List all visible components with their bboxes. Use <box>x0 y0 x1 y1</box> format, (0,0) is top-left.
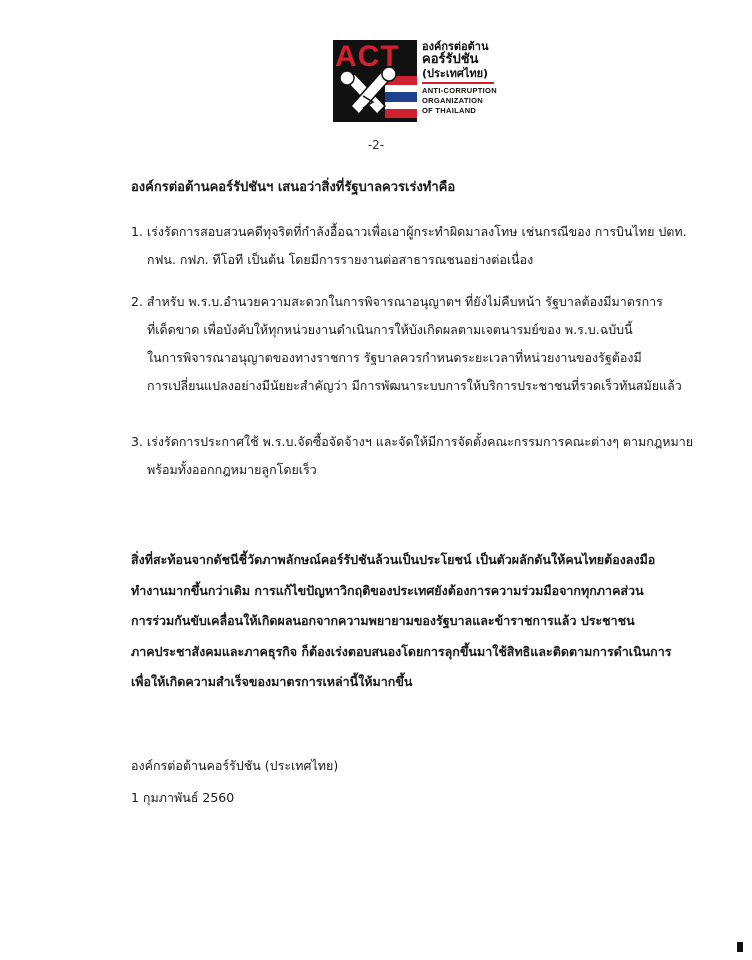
list-item-line: 2. สำหรับ พ.ร.บ.อำนวยความสะดวกในการพิจารณาอนุญาตฯ ที่ยังไม่คืบหน้า รัฐบาลต้องมีมาตรการ <box>131 294 663 309</box>
logo-wordmark <box>422 40 502 116</box>
list-item-line: การเปลี่ยนแปลงอย่างมีนัยยะสำคัญว่า มีการพัฒนาระบบการให้บริการประชาชนที่รวดเร็วทันสมัยแล้ว <box>147 378 682 393</box>
logo-thai-line3: (ประเทศไทย) <box>422 67 489 80</box>
list-item-line: 3. เร่งรัดการประกาศใช้ พ.ร.บ.จัดซื้อจัดจ้างฯ และจัดให้มีการจัดตั้งคณะกรรมการคณะต่างๆ ตามกฎหมาย <box>131 434 694 449</box>
act-logo <box>333 40 497 124</box>
summary-line: เพื่อให้เกิดความสำเร็จของมาตรการเหล่านี้ให้มากขึ้น <box>131 674 413 690</box>
list-item-line: พร้อมทั้งออกกฎหมายลูกโดยเร็ว <box>147 462 317 477</box>
list-item-line: ในการพิจารณาอนุญาตของทางราชการ รัฐบาลควรกำหนดระยะเวลาที่หน่วยงานของรัฐต้องมี <box>147 350 642 365</box>
signature-block <box>131 750 338 814</box>
summary-line: สิ่งที่สะท้อนจากดัชนีชี้วัดภาพลักษณ์คอร์รัปชันล้วนเป็นประโยชน์ เป็นตัวผลักดันให้คนไทยต้องลงมือ <box>131 552 656 567</box>
summary-line: ทำงานมากขึ้นกว่าเดิม การแก้ไขปัญหาวิกฤติของประเทศยังต้องการความร่วมมือจากทุกภาคส่วน <box>131 582 644 598</box>
section-heading: องค์กรต่อต้านคอร์รัปชันฯ เสนอว่าสิ่งที่รัฐบาลควรเร่งทำคือ <box>131 180 456 195</box>
logo-en-line2: ORGANIZATION <box>422 96 483 105</box>
list-item <box>131 428 694 484</box>
act-acronym: ACT <box>335 40 400 73</box>
logo-thai-line2: คอร์รัปชัน <box>422 52 479 67</box>
summary-paragraph <box>131 545 701 698</box>
corner-mark-icon <box>734 940 748 954</box>
logo-thai-line1: องค์กรต่อต้าน <box>422 40 489 53</box>
page-number: -2- <box>367 138 385 152</box>
act-logo-mark <box>333 40 417 122</box>
list-item <box>131 288 691 400</box>
summary-line: การร่วมกันขับเคลื่อนให้เกิดผลนอกจากความพยายามของรัฐบาลและข้าราชการแล้ว ประชาชน <box>131 613 635 629</box>
list-item <box>131 218 691 274</box>
list-item-line: 1. เร่งรัดการสอบสวนคดีทุจริตที่กำลังอื้อฉาวเพื่อเอาผู้กระทำผิดมาลงโทษ เช่นกรณีของ การบินไทย ปตท. <box>131 224 687 239</box>
logo-divider <box>422 82 494 84</box>
logo-en-line3: OF THAILAND <box>422 106 477 115</box>
signature-date: 1 กุมภาพันธ์ 2560 <box>131 790 235 805</box>
signature-organization: องค์กรต่อต้านคอร์รัปชัน (ประเทศไทย) <box>131 758 339 773</box>
logo-en-line1: ANTI-CORRUPTION <box>422 86 497 95</box>
list-item-line: กฟน. กฟภ. ทีโอที เป็นต้น โดยมีการรายงานต่อสาธารณชนอย่างต่อเนื่อง <box>147 252 534 267</box>
list-item-line: ที่เด็ดขาด เพื่อบังคับให้ทุกหน่วยงานดำเนินการให้บังเกิดผลตามเจตนารมย์ของ พ.ร.บ.ฉบับนี้ <box>147 322 633 337</box>
summary-line: ภาคประชาสังคมและภาคธุรกิจ ก็ต้องเร่งตอบสนองโดยการลุกขึ้นมาใช้สิทธิและติดตามการดำเนินการ <box>131 643 672 659</box>
